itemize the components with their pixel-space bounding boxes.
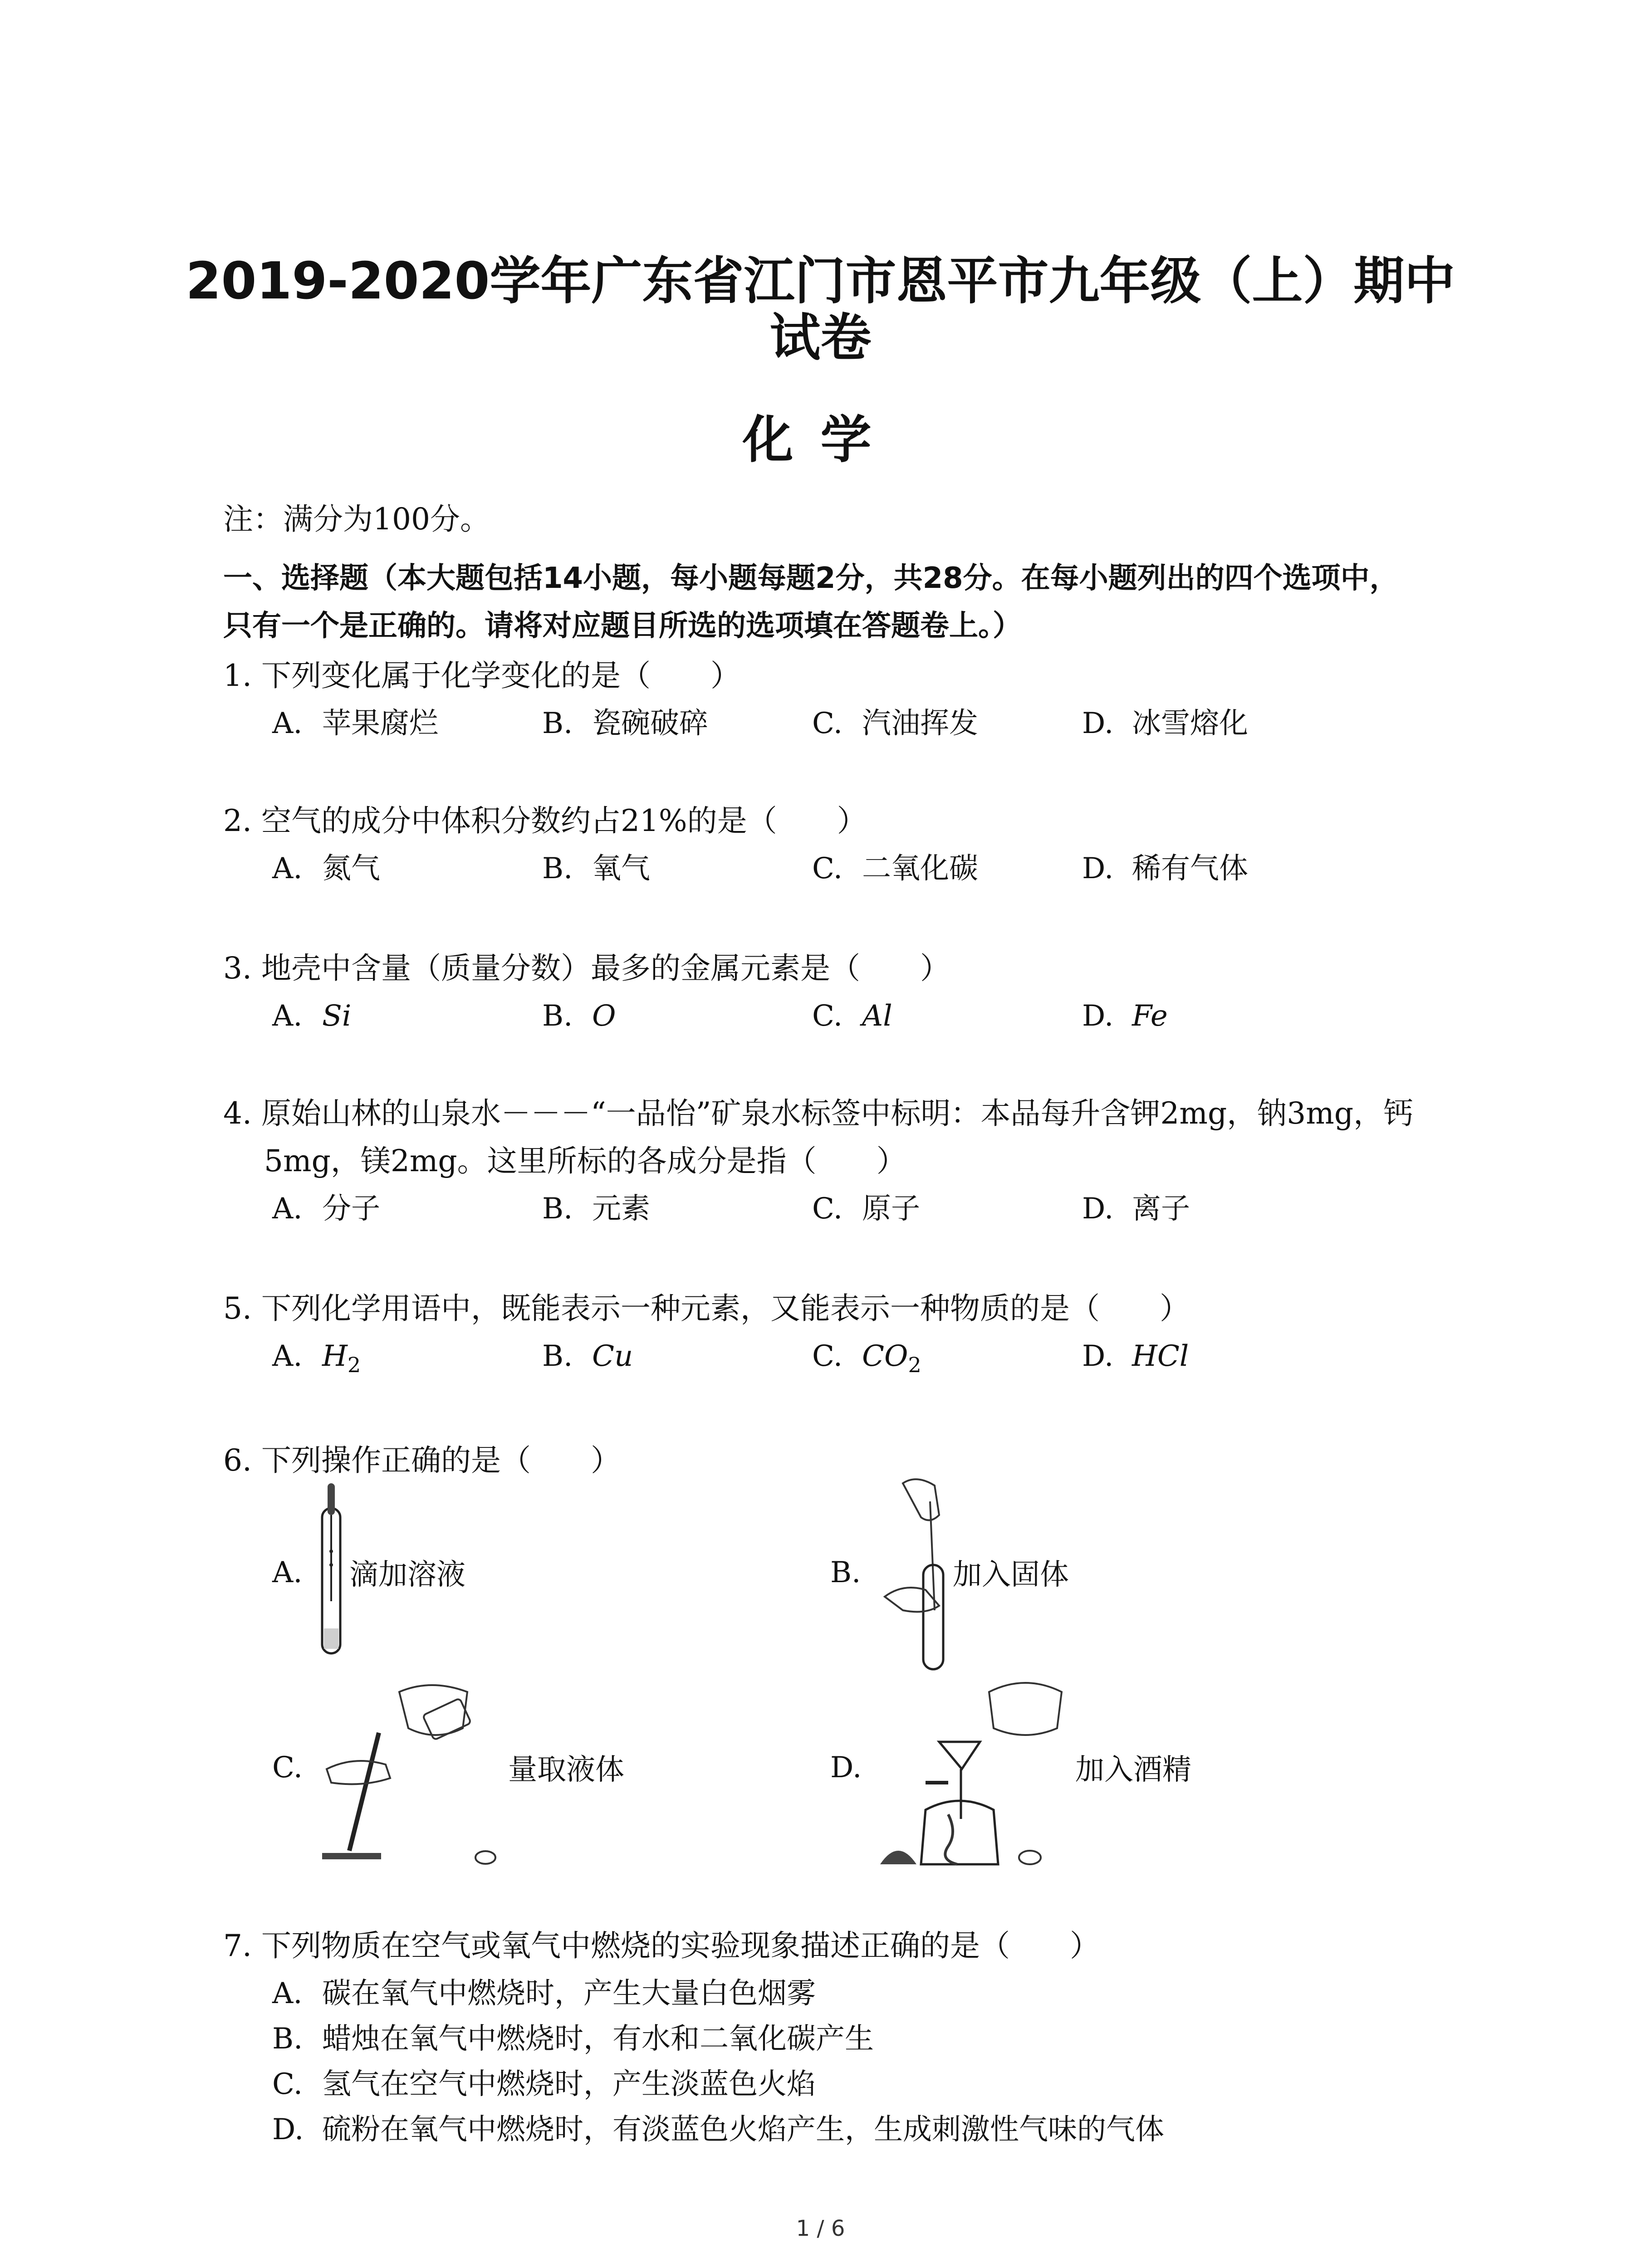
question-5-option-d[interactable]: D. HCl — [1082, 1339, 1189, 1373]
page-number: 1 / 6 — [796, 2216, 845, 2241]
question-4-option-d[interactable]: D. 离子 — [1082, 1192, 1190, 1226]
score-note: 注：满分为100分。 — [223, 502, 490, 537]
question-1-option-d[interactable]: D. 冰雪熔化 — [1082, 707, 1248, 740]
question-5-option-c[interactable]: C. $CO_2$ — [812, 1339, 921, 1377]
question-7-option-d[interactable]: D. 硫粉在氧气中燃烧时，有淡蓝色火焰产生，生成刺激性气味的气体 — [272, 2113, 1164, 2146]
question-3-option-c[interactable]: C. Al — [812, 999, 892, 1033]
question-5-option-a[interactable]: A. $H_2$ — [272, 1339, 361, 1377]
question-3-option-b[interactable]: B. O — [542, 999, 616, 1033]
question-7-option-c[interactable]: C. 氢气在空气中燃烧时，产生淡蓝色火焰 — [272, 2068, 816, 2101]
subject-title: 化学 — [742, 411, 899, 469]
exam-title-line1: 2019-2020学年广东省江门市恩平市九年级（上）期中 — [186, 252, 1455, 311]
question-4-option-c[interactable]: C. 原子 — [812, 1192, 920, 1226]
question-3-option-d[interactable]: D. Fe — [1082, 999, 1168, 1033]
question-3-stem: 3. 地壳中含量（质量分数）最多的金属元素是（ ） — [223, 951, 950, 986]
question-4-option-b[interactable]: B. 元素 — [542, 1192, 650, 1226]
question-4-stem: 4. 原始山林的山泉水－－－“一品怡”矿泉水标签中标明：本品每升含钾2mg，钠3mg，钙 — [223, 1096, 1414, 1131]
question-6-option-a-label: 滴加溶液 — [349, 1558, 465, 1592]
question-6-option-b-letter[interactable]: B. — [830, 1556, 861, 1589]
question-4-stem-continued: 5mg，镁2mg。这里所标的各成分是指（ ） — [264, 1144, 906, 1178]
question-3-option-a[interactable]: A. Si — [272, 999, 352, 1033]
question-1-option-c[interactable]: C. 汽油挥发 — [812, 707, 978, 740]
question-1-option-a[interactable]: A. 苹果腐烂 — [272, 707, 438, 740]
question-7-option-b[interactable]: B. 蜡烛在氧气中燃烧时，有水和二氧化碳产生 — [272, 2022, 874, 2056]
question-4-option-a[interactable]: A. 分子 — [272, 1192, 380, 1226]
exam-title-line2: 试卷 — [769, 308, 872, 367]
question-6-option-c-label: 量取液体 — [508, 1753, 624, 1787]
alcohol-lamp-illustration — [880, 1674, 1093, 1873]
question-6-option-d-label: 加入酒精 — [1075, 1753, 1191, 1787]
question-1-stem: 1. 下列变化属于化学变化的是（ ） — [223, 658, 740, 693]
question-6-stem: 6. 下列操作正确的是（ ） — [223, 1443, 621, 1478]
question-2-option-b[interactable]: B. 氧气 — [542, 852, 650, 885]
question-7-option-a[interactable]: A. 碳在氧气中燃烧时，产生大量白色烟雾 — [272, 1977, 816, 2010]
question-2-option-a[interactable]: A. 氮气 — [272, 852, 380, 885]
section-heading-line2: 只有一个是正确的。请将对应题目所选的选项填在答题卷上。） — [223, 609, 1022, 643]
question-6-option-a-letter[interactable]: A. — [272, 1556, 303, 1589]
question-2-option-c[interactable]: C. 二氧化碳 — [812, 852, 978, 885]
measuring-cylinder-illustration — [318, 1678, 508, 1869]
question-2-option-d[interactable]: D. 稀有气体 — [1082, 852, 1248, 885]
question-7-stem: 7. 下列物质在空气或氧气中燃烧的实验现象描述正确的是（ ） — [223, 1928, 1100, 1963]
section-heading-line1: 一、选择题（本大题包括14小题，每小题每题2分，共28分。在每小题列出的四个选项中， — [223, 562, 1399, 595]
question-1-option-b[interactable]: B. 瓷碗破碎 — [542, 707, 708, 740]
question-5-option-b[interactable]: B. Cu — [542, 1339, 633, 1373]
question-6-option-b-label: 加入固体 — [953, 1558, 1069, 1592]
question-6-option-c-letter[interactable]: C. — [272, 1751, 303, 1784]
question-6-option-d-letter[interactable]: D. — [830, 1751, 862, 1784]
question-5-stem: 5. 下列化学用语中，既能表示一种元素，又能表示一种物质的是（ ） — [223, 1291, 1190, 1326]
question-2-stem: 2. 空气的成分中体积分数约占21%的是（ ） — [223, 803, 867, 838]
